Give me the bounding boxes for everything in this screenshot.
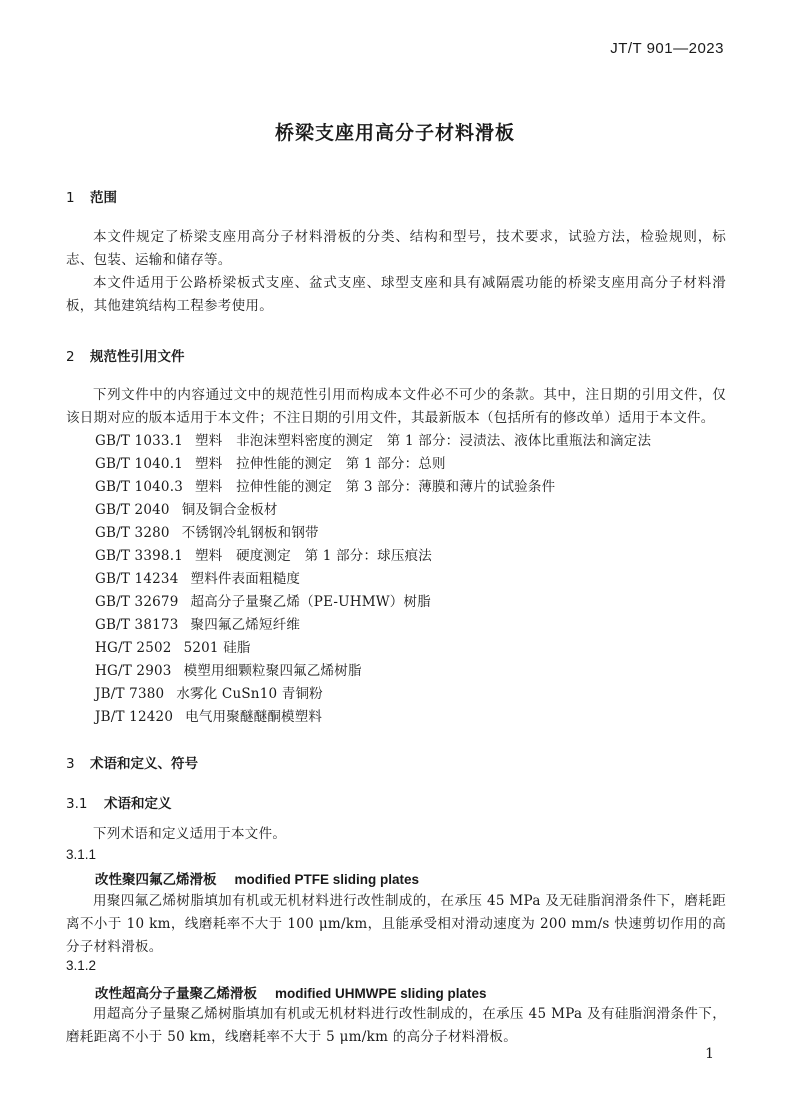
section-number: 2	[66, 349, 75, 365]
reference-code: GB/T 1033.1	[95, 433, 183, 449]
reference-code: HG/T 2903	[95, 663, 172, 679]
section-number: 3.1	[66, 796, 88, 812]
reference-code: JB/T 7380	[95, 686, 165, 702]
reference-code: GB/T 2040	[95, 502, 170, 518]
term-definition: 用聚四氟乙烯树脂填加有机或无机材料进行改性制成的，在承压 45 MPa 及无硅脂润滑条件下，磨耗距离不小于 10 km，线磨耗率不大于 100 μm/km，且能承受相对滑动速度为 200 mm/s 快速剪切作用的高分子材料滑板。	[66, 893, 726, 955]
section-title: 范围	[90, 190, 117, 206]
reference-code: GB/T 3398.1	[95, 548, 183, 564]
term-name-en: modified UHMWPE sliding plates	[275, 986, 487, 1001]
section-number: 3	[66, 756, 75, 772]
reference-title: 水雾化 CuSn10 青铜粉	[176, 686, 323, 702]
term-name	[95, 868, 419, 888]
term-name-zh: 改性聚四氟乙烯滑板	[95, 872, 217, 888]
standard-code: JT/T 901—2023	[610, 40, 724, 57]
reference-code: HG/T 2502	[95, 640, 172, 656]
reference-title: 模塑用细颗粒聚四氟乙烯树脂	[183, 663, 362, 679]
reference-item	[95, 522, 651, 545]
reference-item	[95, 568, 651, 591]
reference-item	[95, 683, 651, 706]
reference-item	[95, 545, 651, 568]
document-title: 桥梁支座用高分子材料滑板	[274, 122, 515, 144]
section-2-heading	[66, 345, 185, 365]
section-1-paragraph-2: 本文件适用于公路桥梁板式支座、盆式支座、球型支座和具有减隔震功能的桥梁支座用高分子材料滑板，其他建筑结构工程参考使用。	[66, 275, 726, 314]
reference-title: 塑料 硬度测定 第 1 部分：球压痕法	[195, 548, 432, 564]
reference-title: 塑料 拉伸性能的测定 第 1 部分：总则	[195, 456, 446, 472]
reference-list	[95, 430, 651, 729]
reference-code: GB/T 3280	[95, 525, 170, 541]
reference-code: GB/T 1040.3	[95, 479, 183, 495]
reference-title: 不锈钢冷轧钢板和钢带	[181, 525, 319, 541]
section-title: 规范性引用文件	[90, 349, 185, 365]
section-title: 术语和定义、符号	[90, 756, 198, 772]
page-number: 1	[705, 1046, 714, 1062]
reference-code: GB/T 38173	[95, 617, 179, 633]
section-3-heading	[66, 752, 198, 772]
section-number: 1	[66, 190, 75, 206]
section-3-1-heading	[66, 792, 172, 812]
term-name-zh: 改性超高分子量聚乙烯滑板	[95, 986, 257, 1002]
section-title: 术语和定义	[104, 796, 172, 812]
reference-item	[95, 660, 651, 683]
term-definition: 用超高分子量聚乙烯树脂填加有机或无机材料进行改性制成的，在承压 45 MPa 及有硅脂润滑条件下，磨耗距离不小于 50 km，线磨耗率不大于 5 μm/km 的高分子材料滑板。	[66, 1006, 726, 1045]
reference-title: 塑料 非泡沫塑料密度的测定 第 1 部分：浸渍法、液体比重瓶法和滴定法	[195, 433, 652, 449]
reference-title: 塑料 拉伸性能的测定 第 3 部分：薄膜和薄片的试验条件	[195, 479, 556, 495]
term-name-en: modified PTFE sliding plates	[234, 872, 420, 887]
reference-item	[95, 430, 651, 453]
reference-code: GB/T 32679	[95, 594, 179, 610]
reference-item	[95, 614, 651, 637]
term-number: 3.1.2	[66, 958, 97, 973]
term-number: 3.1.1	[66, 847, 97, 862]
reference-title: 铜及铜合金板材	[181, 502, 278, 518]
reference-title: 5201 硅脂	[183, 640, 251, 656]
reference-code: GB/T 1040.1	[95, 456, 183, 472]
reference-title: 电气用聚醚醚酮模塑料	[185, 709, 323, 725]
reference-title: 聚四氟乙烯短纤维	[190, 617, 301, 633]
section-2-intro: 下列文件中的内容通过文中的规范性引用而构成本文件必不可少的条款。其中，注日期的引用文件，仅该日期对应的版本适用于本文件；不注日期的引用文件，其最新版本（包括所有的修改单）适用于本文件。	[66, 387, 726, 426]
reference-item	[95, 706, 651, 729]
reference-item	[95, 637, 651, 660]
reference-title: 超高分子量聚乙烯（PE-UHMW）树脂	[190, 594, 431, 610]
term-name	[95, 982, 487, 1002]
section-3-1-intro: 下列术语和定义适用于本文件。	[93, 826, 287, 842]
reference-code: GB/T 14234	[95, 571, 179, 587]
reference-item	[95, 453, 651, 476]
reference-item	[95, 499, 651, 522]
reference-item	[95, 476, 651, 499]
reference-title: 塑料件表面粗糙度	[190, 571, 301, 587]
section-1-paragraph-1: 本文件规定了桥梁支座用高分子材料滑板的分类、结构和型号，技术要求，试验方法，检验规则，标志、包装、运输和储存等。	[66, 229, 726, 268]
reference-code: JB/T 12420	[95, 709, 174, 725]
reference-item	[95, 591, 651, 614]
section-1-heading	[66, 186, 117, 206]
